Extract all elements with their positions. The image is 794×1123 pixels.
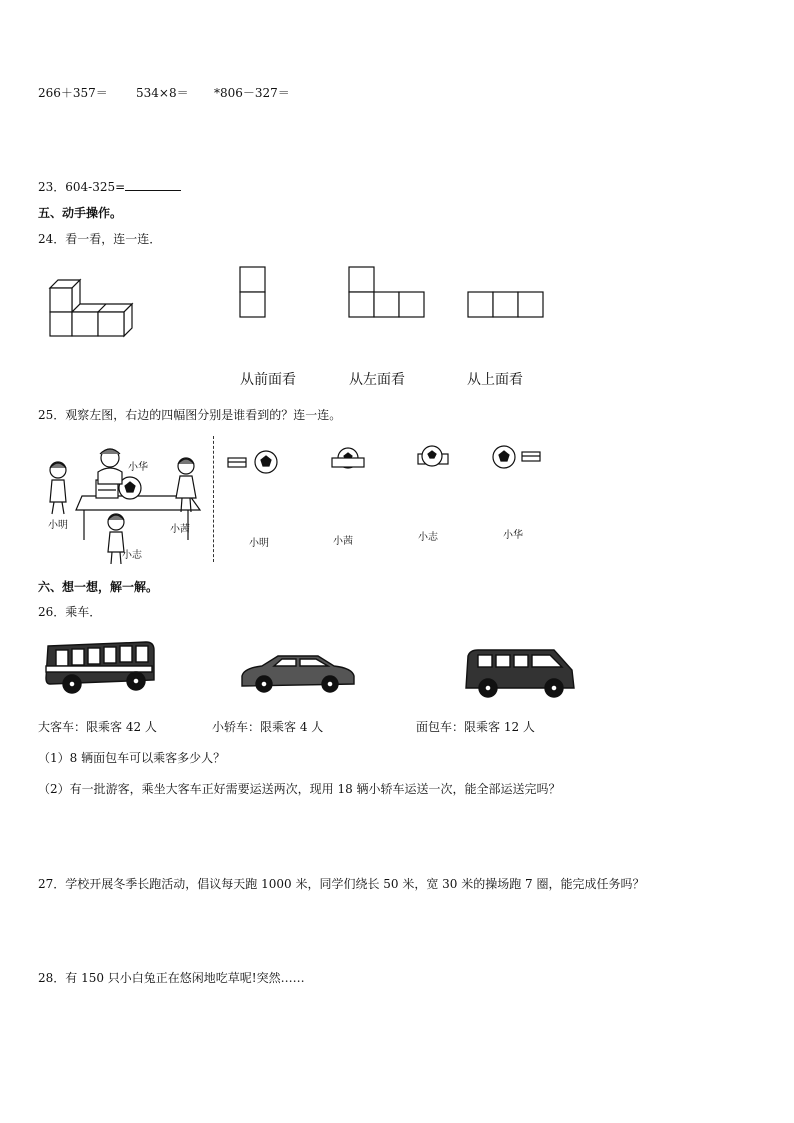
view-label-left: 从左面看 xyxy=(349,372,405,388)
vehicle-label-van: 面包车：限乘客 12 人 xyxy=(416,720,535,734)
section-6-title: 六、想一想，解一解。 xyxy=(38,580,159,594)
question-25-text: 25．观察左图，右边的四幅图分别是谁看到的？连一连。 xyxy=(38,408,342,422)
scene-name-xiaoxi: 小茜 xyxy=(170,524,190,535)
car-illustration xyxy=(238,652,358,696)
scene-name-xiaozhi: 小志 xyxy=(122,550,142,561)
calc-expression-1: 266＋357＝ xyxy=(38,86,108,100)
question-26-text: 26．乘车． xyxy=(38,605,102,619)
calc-expression-3: *806－327＝ xyxy=(214,86,290,100)
view-label-top: 从上面看 xyxy=(467,372,523,388)
question-23 xyxy=(38,178,181,195)
question-26-sub-1: （1）8 辆面包车可以乘客多少人？ xyxy=(38,751,226,765)
view-label-3: 小志 xyxy=(418,532,438,543)
view-figure-3 xyxy=(467,291,547,319)
scene-name-xiaoming: 小明 xyxy=(48,520,68,531)
question-28-text: 28．有 150 只小白兔正在悠闲地吃草呢!突然…… xyxy=(38,971,305,985)
view-picture-1 xyxy=(226,450,282,476)
view-label-1: 小明 xyxy=(249,538,269,549)
question-23-text: 23．604-325= xyxy=(38,180,126,194)
question-24-text: 24．看一看，连一连． xyxy=(38,232,162,246)
question-27-text: 27．学校开展冬季长跑活动，倡议每天跑 1000 米，同学们绕长 50 米，宽 30 米的操场跑 7 圈，能完成任务吗？ xyxy=(38,877,645,891)
section-5-title: 五、动手操作。 xyxy=(38,206,123,220)
question-26-sub-2: （2）有一批游客，乘坐大客车正好需要运送两次，现用 18 辆小轿车运送一次，能全部运送完吗？ xyxy=(38,782,561,796)
view-label-2: 小茜 xyxy=(333,536,353,547)
answer-blank[interactable] xyxy=(125,178,181,191)
view-picture-2 xyxy=(330,446,370,472)
vehicle-label-bus: 大客车：限乘客 42 人 xyxy=(38,720,157,734)
view-label-4: 小华 xyxy=(503,530,523,541)
dashed-divider xyxy=(213,436,214,562)
vehicle-label-car: 小轿车：限乘客 4 人 xyxy=(212,720,324,734)
view-figure-2 xyxy=(348,266,428,318)
cube-solid-figure xyxy=(46,280,138,340)
view-label-front: 从前面看 xyxy=(240,372,296,388)
view-picture-3 xyxy=(414,444,454,470)
view-picture-4 xyxy=(490,444,550,470)
calc-expression-2: 534×8＝ xyxy=(136,86,189,100)
van-illustration xyxy=(462,646,578,704)
view-figure-1 xyxy=(239,266,267,318)
bus-illustration xyxy=(42,636,158,700)
scene-name-xiaohua: 小华 xyxy=(128,462,148,473)
